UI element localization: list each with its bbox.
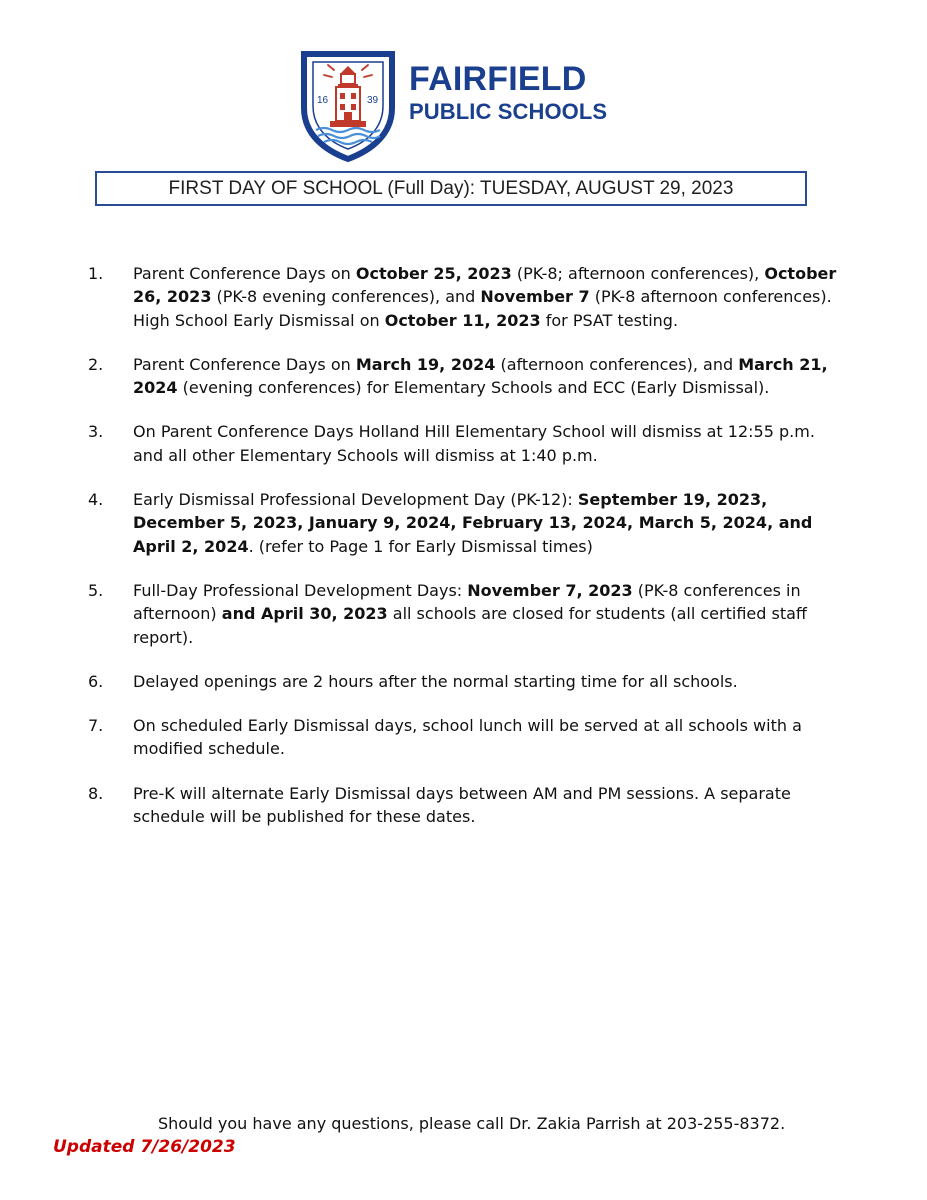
brand-wordmark: [409, 62, 607, 123]
item-number: 6.: [88, 671, 104, 691]
item-text-bold: October 25, 2023: [355, 264, 512, 283]
school-header: [300, 50, 640, 162]
year-left-label: 16: [317, 95, 329, 106]
item-text-segment: Pre-K will alternate Early Dismissal days between AM and PM sessions. A separate schedule will be published for these dates.: [133, 783, 791, 827]
contact-footer: Should you have any questions, please call Dr. Zakia Parrish at 203-255-8372.: [158, 1114, 786, 1133]
item-text: [133, 262, 848, 332]
year-right-label: 39: [367, 95, 379, 106]
item-text-segment: (afternoon conferences), and: [495, 354, 739, 374]
list-item: [88, 670, 848, 693]
item-text-segment: On scheduled Early Dismissal days, school lunch will be served at all schools with a modified schedule.: [133, 716, 802, 759]
list-item: [88, 579, 848, 649]
item-text-segment: Delayed openings are 2 hours after the normal starting time for all schools.: [133, 671, 738, 691]
item-text-segment: Parent Conference Days on: [133, 354, 356, 374]
item-number: 3.: [88, 422, 104, 442]
list-item: [88, 714, 848, 761]
updated-date: Updated 7/26/2023: [53, 1137, 236, 1157]
item-text-segment: Parent Conference Days on: [133, 264, 356, 283]
list-item: [88, 262, 848, 332]
item-text-bold: and April 30, 2023: [221, 604, 388, 624]
item-text-segment: all schools are closed for students (all certified staff report).: [133, 604, 807, 647]
list-item: [88, 488, 848, 558]
item-text-bold: March 21, 2024: [133, 354, 828, 398]
item-text-bold: October 26, 2023: [133, 264, 837, 307]
item-text-bold: September 19, 2023, December 5, 2023, January 9, 2024, February 13, 2024, March 5, 2024, and April 2, 2024: [133, 490, 813, 556]
lighthouse-shield-icon: [300, 50, 396, 162]
item-number: 8.: [88, 783, 104, 803]
item-text-segment: (PK-8 afternoon conferences). High School Early Dismissal on: [133, 287, 832, 330]
item-text-segment: (PK-8; afternoon conferences),: [511, 264, 765, 283]
item-text: [133, 714, 848, 761]
item-text: [133, 670, 848, 693]
item-number: 5.: [88, 580, 104, 600]
notes-list: [88, 262, 848, 849]
item-text-segment: Full-Day Professional Development Days:: [133, 580, 468, 600]
item-text-segment: (PK-8 evening conferences), and: [211, 287, 481, 307]
list-item: [88, 782, 848, 829]
first-day-banner: FIRST DAY OF SCHOOL (Full Day): TUESDAY, AUGUST 29, 2023: [95, 171, 807, 206]
list-item: [88, 353, 848, 400]
item-text-segment: Early Dismissal Professional Development Day (PK-12):: [133, 490, 578, 510]
item-text: [133, 488, 848, 558]
item-text-bold: October 11, 2023: [384, 310, 541, 330]
item-text-bold: November 7, 2023: [467, 580, 633, 600]
item-text-segment: (PK-8 conferences in afternoon): [133, 580, 801, 624]
brand-line-fairfield: FAIRFIELD: [409, 60, 587, 98]
item-text: [133, 782, 848, 829]
list-item: [88, 420, 848, 467]
brand-line-public-schools: PUBLIC SCHOOLS: [409, 99, 608, 124]
item-number: 4.: [88, 490, 104, 510]
item-text: [133, 579, 848, 649]
item-text-bold: November 7: [480, 287, 590, 307]
item-text-segment: (evening conferences) for Elementary Schools and ECC (Early Dismissal).: [177, 378, 770, 398]
item-text-segment: for PSAT testing.: [540, 310, 679, 330]
item-text: [133, 353, 848, 400]
item-text-segment: On Parent Conference Days Holland Hill Elementary School will dismiss at 12:55 p.m. and all other Elementary Schools will dismiss at 1:40 p.m.: [133, 422, 815, 465]
item-number: 1.: [88, 264, 104, 283]
item-text: [133, 420, 848, 467]
item-text-segment: . (refer to Page 1 for Early Dismissal times): [248, 536, 593, 556]
item-number: 2.: [88, 354, 104, 374]
item-number: 7.: [88, 716, 104, 736]
item-text-bold: March 19, 2024: [355, 354, 496, 374]
